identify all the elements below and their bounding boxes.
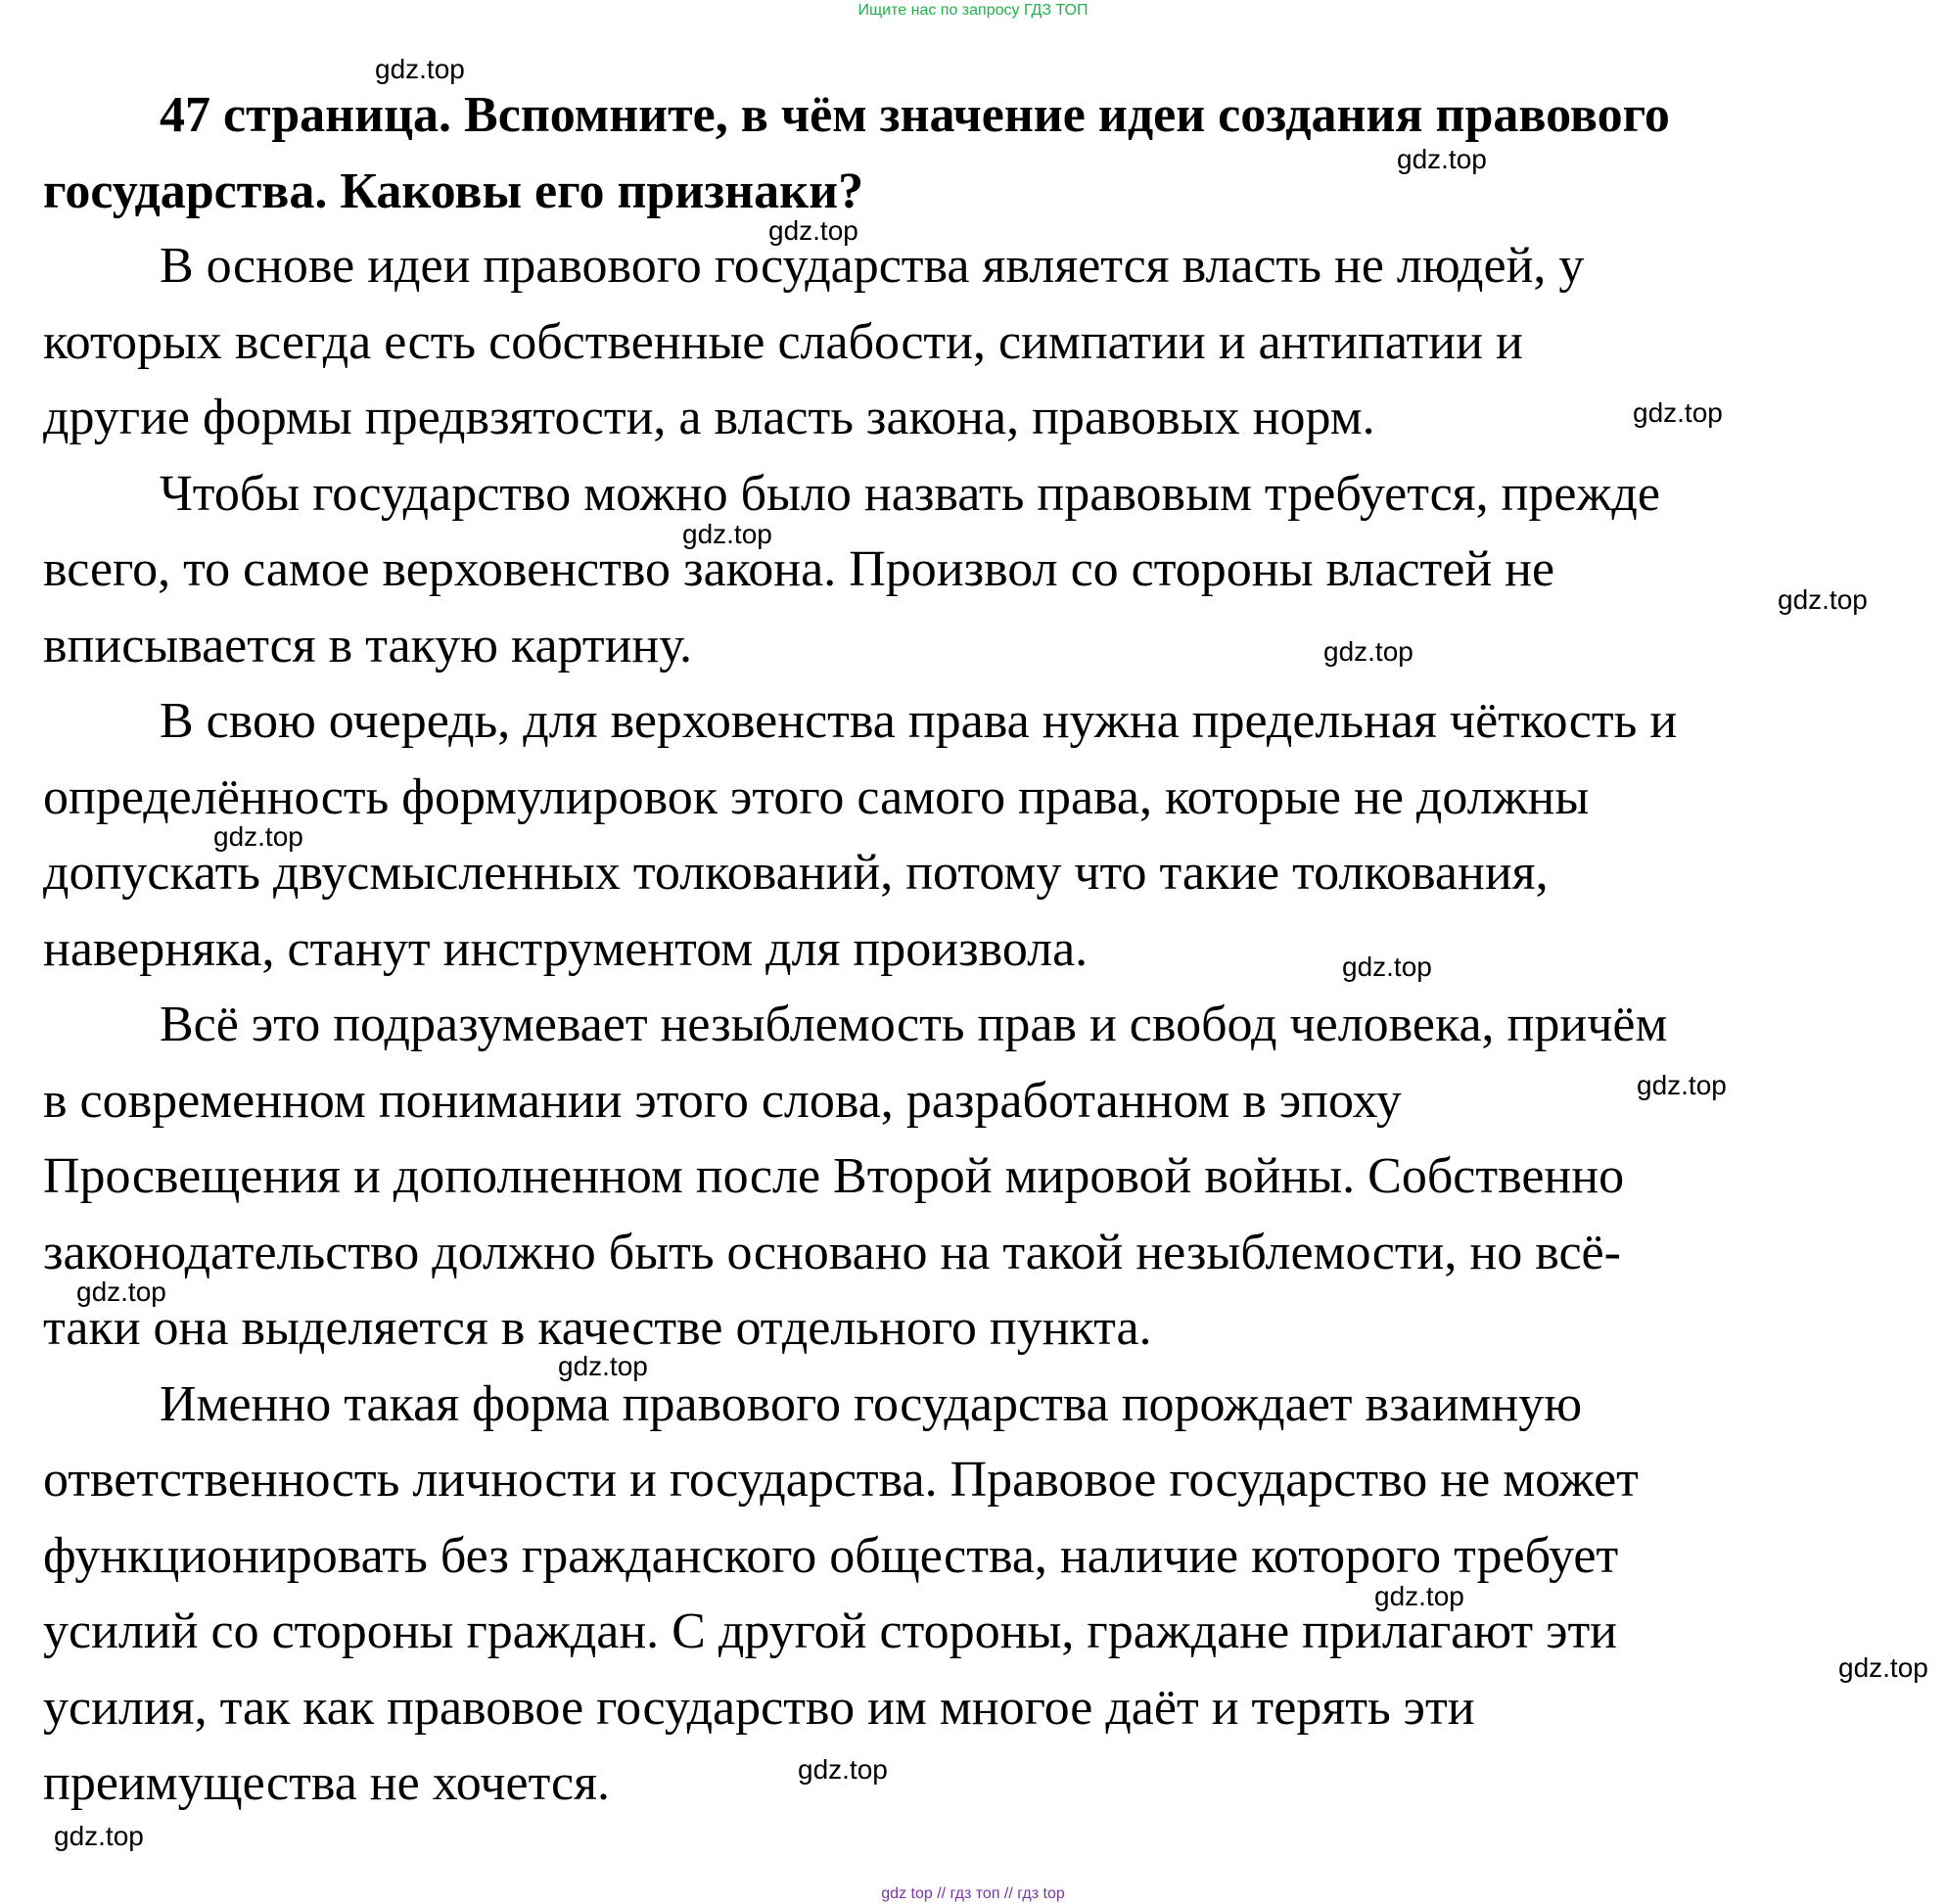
paragraph-line: усилий со стороны граждан. С другой стороны, граждане прилагают эти: [43, 1603, 1618, 1659]
watermark: gdz.top: [1323, 636, 1413, 667]
paragraph-line: законодательство должно быть основано на такой незыблемости, но всё-: [43, 1225, 1621, 1280]
watermark: gdz.top: [1778, 584, 1868, 615]
paragraph-line: всего, то самое верховенство закона. Произвол со стороны властей не: [43, 541, 1555, 597]
watermark: gdz.top: [375, 54, 465, 84]
paragraph-line: В свою очередь, для верховенства права нужна предельная чёткость и: [160, 693, 1678, 749]
paragraph-line: таки она выделяется в качестве отдельного пункта.: [43, 1300, 1152, 1356]
paragraph-line: допускать двусмысленных толкований, потому что такие толкования,: [43, 845, 1549, 901]
watermark: gdz.top: [1838, 1652, 1928, 1683]
watermark: gdz.top: [1374, 1581, 1464, 1611]
paragraph-line: в современном понимании этого слова, разработанном в эпоху: [43, 1073, 1402, 1129]
paragraph-line: Всё это подразумевает незыблемость прав и свобод человека, причём: [160, 997, 1668, 1052]
watermark: gdz.top: [76, 1277, 166, 1307]
paragraph-line: определённость формулировок этого самого права, которые не должны: [43, 769, 1590, 825]
watermark: gdz.top: [682, 519, 772, 549]
top-banner: Ищите нас по запросу ГДЗ ТОП: [857, 2, 1089, 19]
watermark: gdz.top: [213, 821, 303, 852]
paragraph-line: преимущества не хочется.: [43, 1755, 610, 1811]
watermark: gdz.top: [1342, 952, 1432, 982]
paragraph-line: функционировать без гражданского общества, наличие которого требует: [43, 1528, 1619, 1584]
watermark: gdz.top: [798, 1754, 888, 1785]
watermark: gdz.top: [558, 1351, 648, 1381]
paragraph-line: усилия, так как правовое государство им многое даёт и терять эти: [43, 1680, 1475, 1736]
footer-links[interactable]: gdz top // гдз топ // гдз top: [881, 1885, 1065, 1902]
paragraph-line: наверняка, станут инструментом для произвола.: [43, 921, 1089, 977]
heading-line: 47 страница. Вспомните, в чём значение идеи создания правового: [160, 87, 1670, 143]
watermark: gdz.top: [54, 1821, 144, 1851]
paragraph-line: Именно такая форма правового государства порождает взаимную: [160, 1376, 1583, 1432]
paragraph-line: Просвещения и дополненном после Второй мировой войны. Собственно: [43, 1148, 1625, 1204]
watermark: gdz.top: [1633, 397, 1723, 428]
watermark: gdz.top: [1397, 144, 1487, 174]
watermark: gdz.top: [768, 215, 858, 246]
paragraph-line: Чтобы государство можно было назвать правовым требуется, прежде: [160, 466, 1660, 522]
paragraph-line: В основе идеи правового государства является власть не людей, у: [160, 238, 1585, 294]
paragraph-line: которых всегда есть собственные слабости, симпатии и антипатии и: [43, 314, 1523, 370]
paragraph-line: вписывается в такую картину.: [43, 618, 693, 673]
paragraph-line: ответственность личности и государства. Правовое государство не может: [43, 1452, 1639, 1508]
watermark: gdz.top: [1637, 1070, 1727, 1100]
paragraph-line: другие формы предвзятости, а власть закона, правовых норм.: [43, 390, 1375, 445]
heading-line: государства. Каковы его признаки?: [43, 163, 864, 219]
